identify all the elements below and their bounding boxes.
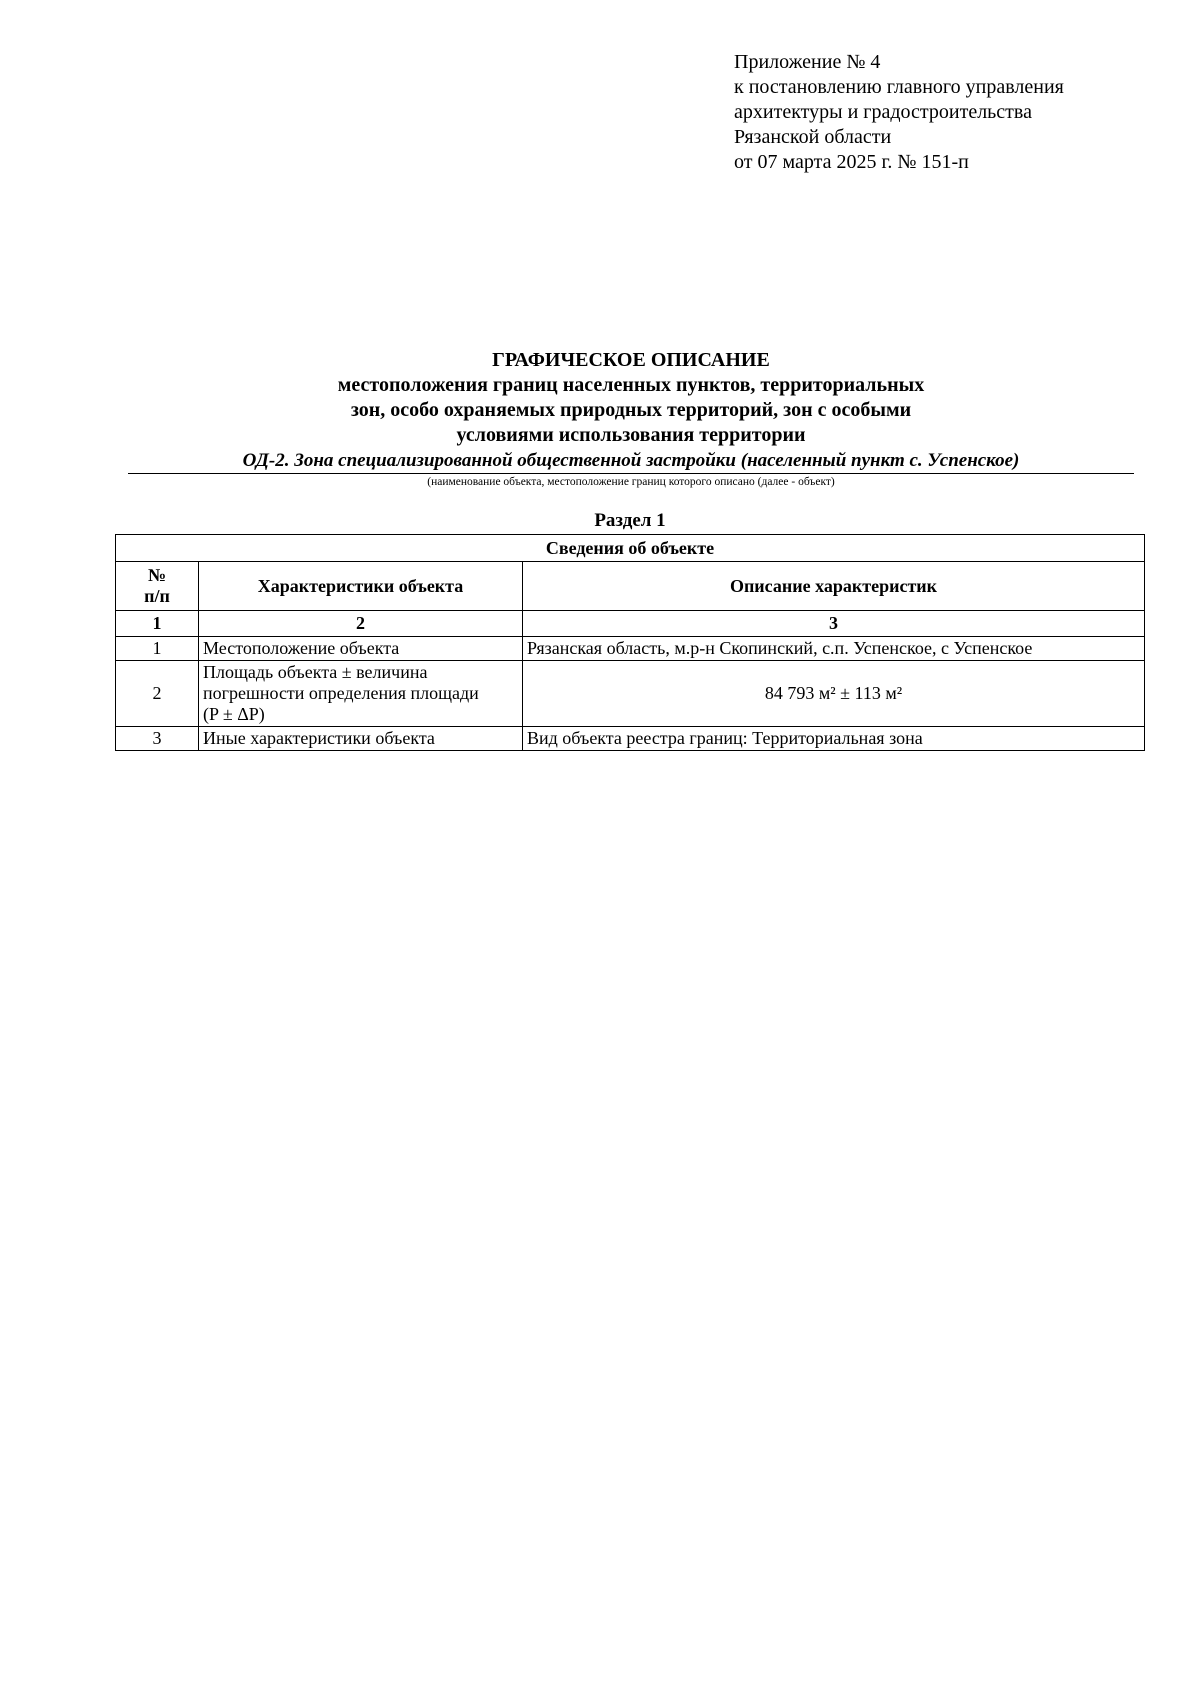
index-cell-1: 1: [116, 611, 199, 637]
row-characteristic-line-1: Площадь объекта ± величина: [203, 662, 428, 682]
subtitle-line-2: зон, особо охраняемых природных территорий, зон с особыми: [350, 399, 912, 421]
approval-line-region: Рязанской области: [734, 126, 892, 148]
table-row: [116, 637, 1145, 661]
row-description: 84 793 м² ± 113 м²: [523, 661, 1145, 727]
header-characteristics: Характеристики объекта: [199, 562, 523, 611]
approval-line-department: архитектуры и градостроительства: [734, 101, 1032, 123]
header-num-line-1: №: [147, 565, 167, 585]
row-characteristic: [199, 661, 523, 727]
table-caption: Сведения об объекте: [116, 535, 1145, 562]
row-characteristic: Иные характеристики объекта: [199, 727, 523, 751]
row-description: Вид объекта реестра границ: Территориальная зона: [523, 727, 1145, 751]
row-num: 1: [116, 637, 199, 661]
approval-line-date: от 07 марта 2025 г. № 151-п: [734, 151, 969, 173]
subtitle-line-1: местоположения границ населенных пунктов, территориальных: [337, 374, 925, 396]
approval-block: [734, 50, 1064, 175]
row-characteristic: Местоположение объекта: [199, 637, 523, 661]
table-header-row: [116, 562, 1145, 611]
table-index-row: [116, 611, 1145, 637]
document-title: ГРАФИЧЕСКОЕ ОПИСАНИЕ: [492, 349, 770, 371]
row-num: 2: [116, 661, 199, 727]
object-name-hint: (наименование объекта, местоположение границ которого описано (далее - объект): [427, 476, 835, 488]
table-row: [116, 661, 1145, 727]
row-description: Рязанская область, м.р-н Скопинский, с.п. Успенское, с Успенское: [523, 637, 1145, 661]
table-row: [116, 727, 1145, 751]
row-characteristic-line-2: погрешности определения площади: [203, 683, 479, 703]
row-characteristic-line-3: (P ± ΔP): [203, 704, 265, 724]
header-num-line-2: п/п: [144, 586, 170, 606]
section-title: Раздел 1: [594, 510, 666, 531]
index-cell-3: 3: [523, 611, 1145, 637]
object-info-table: [115, 534, 1145, 751]
index-cell-2: 2: [199, 611, 523, 637]
approval-line-appendix: Приложение № 4: [734, 51, 881, 73]
subtitle-line-3: условиями использования территории: [456, 424, 806, 446]
header-num: [116, 562, 199, 611]
header-description: Описание характеристик: [523, 562, 1145, 611]
object-name: ОД-2. Зона специализированной общественной застройки (населенный пункт с. Успенское): [128, 450, 1134, 474]
row-num: 3: [116, 727, 199, 751]
approval-line-resolution: к постановлению главного управления: [734, 76, 1064, 98]
title-block: [128, 348, 1134, 489]
table-caption-row: [116, 535, 1145, 562]
